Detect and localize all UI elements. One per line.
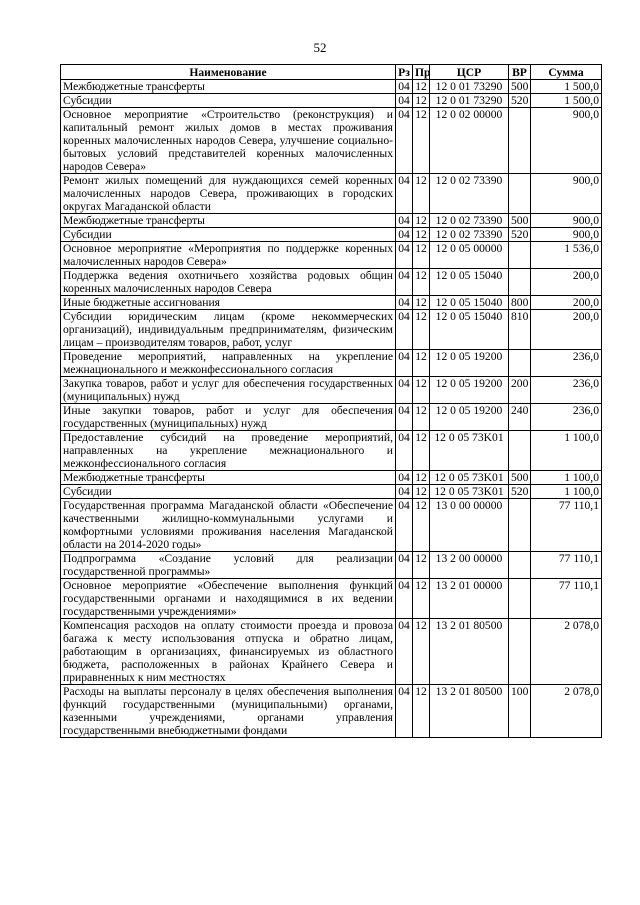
table-row: [61, 214, 602, 228]
cell-vr: 500: [509, 471, 531, 485]
cell-pr: 12: [413, 80, 430, 94]
table-row: [61, 242, 602, 269]
table-row: [61, 431, 602, 471]
cell-pr: 12: [413, 174, 430, 214]
cell-pr: 12: [413, 350, 430, 377]
table-row: [61, 310, 602, 350]
cell-rz: 04: [396, 471, 413, 485]
cell-pr: 12: [413, 242, 430, 269]
cell-vr: [509, 499, 531, 552]
table-row: [61, 552, 602, 579]
cell-vr: 500: [509, 214, 531, 228]
cell-name: Основное мероприятие «Обеспечение выполнения функций государственными органами и находящимися в их ведении государственными учреждениями»: [61, 579, 396, 619]
header-csr: ЦСР: [430, 65, 509, 80]
table-row: [61, 471, 602, 485]
cell-vr: 810: [509, 310, 531, 350]
cell-csr: 13 2 00 00000: [430, 552, 509, 579]
cell-csr: 12 0 02 73390: [430, 174, 509, 214]
cell-rz: 04: [396, 619, 413, 685]
cell-name: Закупка товаров, работ и услуг для обеспечения государственных (муниципальных) нужд: [61, 377, 396, 404]
cell-rz: 04: [396, 94, 413, 108]
header-rz: Рз: [396, 65, 413, 80]
cell-rz: 04: [396, 579, 413, 619]
cell-pr: 12: [413, 579, 430, 619]
cell-rz: 04: [396, 242, 413, 269]
cell-rz: 04: [396, 108, 413, 174]
cell-pr: 12: [413, 269, 430, 296]
cell-name: Проведение мероприятий, направленных на укрепление межнационального и межконфессионального согласия: [61, 350, 396, 377]
cell-sum: 236,0: [531, 350, 602, 377]
cell-vr: 800: [509, 296, 531, 310]
cell-name: Межбюджетные трансферты: [61, 214, 396, 228]
cell-sum: 900,0: [531, 108, 602, 174]
cell-pr: 12: [413, 108, 430, 174]
cell-vr: [509, 619, 531, 685]
cell-rz: 04: [396, 404, 413, 431]
cell-rz: 04: [396, 296, 413, 310]
table-row: [61, 108, 602, 174]
cell-csr: 12 0 05 15040: [430, 269, 509, 296]
budget-table: [60, 64, 602, 738]
cell-rz: 04: [396, 431, 413, 471]
cell-vr: 520: [509, 485, 531, 499]
cell-sum: 1 536,0: [531, 242, 602, 269]
cell-name: Субсидии: [61, 94, 396, 108]
cell-sum: 1 100,0: [531, 471, 602, 485]
cell-vr: [509, 431, 531, 471]
cell-vr: [509, 552, 531, 579]
cell-csr: 12 0 05 19200: [430, 377, 509, 404]
cell-pr: 12: [413, 619, 430, 685]
cell-csr: 13 0 00 00000: [430, 499, 509, 552]
cell-rz: 04: [396, 214, 413, 228]
cell-name: Компенсация расходов на оплату стоимости проезда и провоза багажа к месту использования отпуска и обратно лицам, работающим в организациях, финансируемых из областного бюджета, расположенных в районах Крайнего Севера и приравненных к ним местностях: [61, 619, 396, 685]
cell-csr: 13 2 01 80500: [430, 619, 509, 685]
table-row: [61, 94, 602, 108]
cell-vr: [509, 269, 531, 296]
cell-rz: 04: [396, 552, 413, 579]
cell-sum: 77 110,1: [531, 499, 602, 552]
cell-pr: 12: [413, 296, 430, 310]
cell-vr: 520: [509, 228, 531, 242]
cell-name: Ремонт жилых помещений для нуждающихся семей коренных малочисленных народов Севера, проживающих в городских округах Магаданской области: [61, 174, 396, 214]
cell-pr: 12: [413, 94, 430, 108]
cell-vr: [509, 350, 531, 377]
cell-csr: 12 0 02 73390: [430, 228, 509, 242]
cell-name: Иные бюджетные ассигнования: [61, 296, 396, 310]
cell-vr: [509, 579, 531, 619]
cell-name: Субсидии: [61, 485, 396, 499]
table-row: [61, 404, 602, 431]
table-row: [61, 350, 602, 377]
cell-rz: 04: [396, 310, 413, 350]
cell-pr: 12: [413, 404, 430, 431]
header-name: Наименование: [61, 65, 396, 80]
cell-pr: 12: [413, 228, 430, 242]
page-number: 52: [313, 40, 327, 55]
cell-sum: 77 110,1: [531, 552, 602, 579]
cell-rz: 04: [396, 485, 413, 499]
cell-vr: 240: [509, 404, 531, 431]
table-row: [61, 579, 602, 619]
cell-sum: 900,0: [531, 228, 602, 242]
cell-csr: 12 0 01 73290: [430, 94, 509, 108]
table-header-row: [61, 65, 602, 80]
table-row: [61, 269, 602, 296]
cell-pr: 12: [413, 431, 430, 471]
cell-rz: 04: [396, 685, 413, 738]
cell-name: Иные закупки товаров, работ и услуг для обеспечения государственных (муниципальных) нужд: [61, 404, 396, 431]
cell-pr: 12: [413, 485, 430, 499]
cell-vr: 500: [509, 80, 531, 94]
cell-csr: 12 0 05 00000: [430, 242, 509, 269]
header-vr: ВР: [509, 65, 531, 80]
cell-vr: [509, 174, 531, 214]
table-row: [61, 485, 602, 499]
cell-rz: 04: [396, 350, 413, 377]
cell-csr: 12 0 01 73290: [430, 80, 509, 94]
cell-rz: 04: [396, 174, 413, 214]
cell-pr: 12: [413, 552, 430, 579]
cell-csr: 12 0 05 19200: [430, 404, 509, 431]
table-row: [61, 296, 602, 310]
cell-sum: 1 100,0: [531, 431, 602, 471]
header-pr: Пр: [413, 65, 430, 80]
cell-name: Основное мероприятие «Мероприятия по поддержке коренных малочисленных народов Севера»: [61, 242, 396, 269]
cell-csr: 12 0 05 73K01: [430, 471, 509, 485]
table-row: [61, 377, 602, 404]
cell-csr: 13 2 01 80500: [430, 685, 509, 738]
table-row: [61, 685, 602, 738]
cell-sum: 900,0: [531, 174, 602, 214]
cell-sum: 200,0: [531, 310, 602, 350]
cell-name: Подпрограмма «Создание условий для реализации государственной программы»: [61, 552, 396, 579]
cell-pr: 12: [413, 310, 430, 350]
cell-name: Основное мероприятие «Строительство (реконструкция) и капитальный ремонт жилых домов в местах проживания коренных малочисленных народов Севера, улучшение социально-бытовых условий представителей коренных малочисленных народов Севера»: [61, 108, 396, 174]
table-row: [61, 80, 602, 94]
cell-csr: 12 0 05 73K01: [430, 485, 509, 499]
cell-rz: 04: [396, 269, 413, 296]
cell-sum: 1 500,0: [531, 94, 602, 108]
cell-sum: 236,0: [531, 377, 602, 404]
header-sum: Сумма: [531, 65, 602, 80]
cell-name: Субсидии юридическим лицам (кроме некоммерческих организаций), индивидуальным предпринимателям, физическим лицам – производителям товаров, работ, услуг: [61, 310, 396, 350]
cell-csr: 12 0 05 15040: [430, 310, 509, 350]
cell-name: Межбюджетные трансферты: [61, 471, 396, 485]
table-body: [61, 80, 602, 738]
cell-rz: 04: [396, 377, 413, 404]
cell-name: Поддержка ведения охотничьего хозяйства родовых общин коренных малочисленных народов Севера: [61, 269, 396, 296]
cell-csr: 12 0 02 73390: [430, 214, 509, 228]
cell-name: Субсидии: [61, 228, 396, 242]
cell-pr: 12: [413, 499, 430, 552]
table-row: [61, 499, 602, 552]
cell-vr: [509, 108, 531, 174]
cell-vr: 200: [509, 377, 531, 404]
cell-csr: 13 2 01 00000: [430, 579, 509, 619]
cell-name: Расходы на выплаты персоналу в целях обеспечения выполнения функций государственными (муниципальными) органами, казенными учреждениями, органами управления государственными внебюджетными фондами: [61, 685, 396, 738]
cell-rz: 04: [396, 228, 413, 242]
table-row: [61, 619, 602, 685]
cell-sum: 77 110,1: [531, 579, 602, 619]
cell-vr: [509, 242, 531, 269]
cell-name: Предоставление субсидий на проведение мероприятий, направленных на укрепление межнационального и межконфессионального согласия: [61, 431, 396, 471]
cell-csr: 12 0 02 00000: [430, 108, 509, 174]
cell-sum: 200,0: [531, 269, 602, 296]
cell-pr: 12: [413, 471, 430, 485]
cell-pr: 12: [413, 377, 430, 404]
cell-sum: 200,0: [531, 296, 602, 310]
cell-name: Государственная программа Магаданской области «Обеспечение качественными жилищно-коммунальными услугами и комфортными условиями проживания населения Магаданской области на 2014-2020 годы»: [61, 499, 396, 552]
cell-sum: 900,0: [531, 214, 602, 228]
cell-sum: 236,0: [531, 404, 602, 431]
cell-pr: 12: [413, 214, 430, 228]
table-row: [61, 228, 602, 242]
cell-rz: 04: [396, 499, 413, 552]
cell-csr: 12 0 05 73K01: [430, 431, 509, 471]
cell-sum: 1 100,0: [531, 485, 602, 499]
cell-rz: 04: [396, 80, 413, 94]
table-row: [61, 174, 602, 214]
cell-pr: 12: [413, 685, 430, 738]
cell-sum: 2 078,0: [531, 619, 602, 685]
cell-csr: 12 0 05 19200: [430, 350, 509, 377]
cell-vr: 520: [509, 94, 531, 108]
cell-vr: 100: [509, 685, 531, 738]
cell-sum: 2 078,0: [531, 685, 602, 738]
cell-csr: 12 0 05 15040: [430, 296, 509, 310]
cell-name: Межбюджетные трансферты: [61, 80, 396, 94]
cell-sum: 1 500,0: [531, 80, 602, 94]
